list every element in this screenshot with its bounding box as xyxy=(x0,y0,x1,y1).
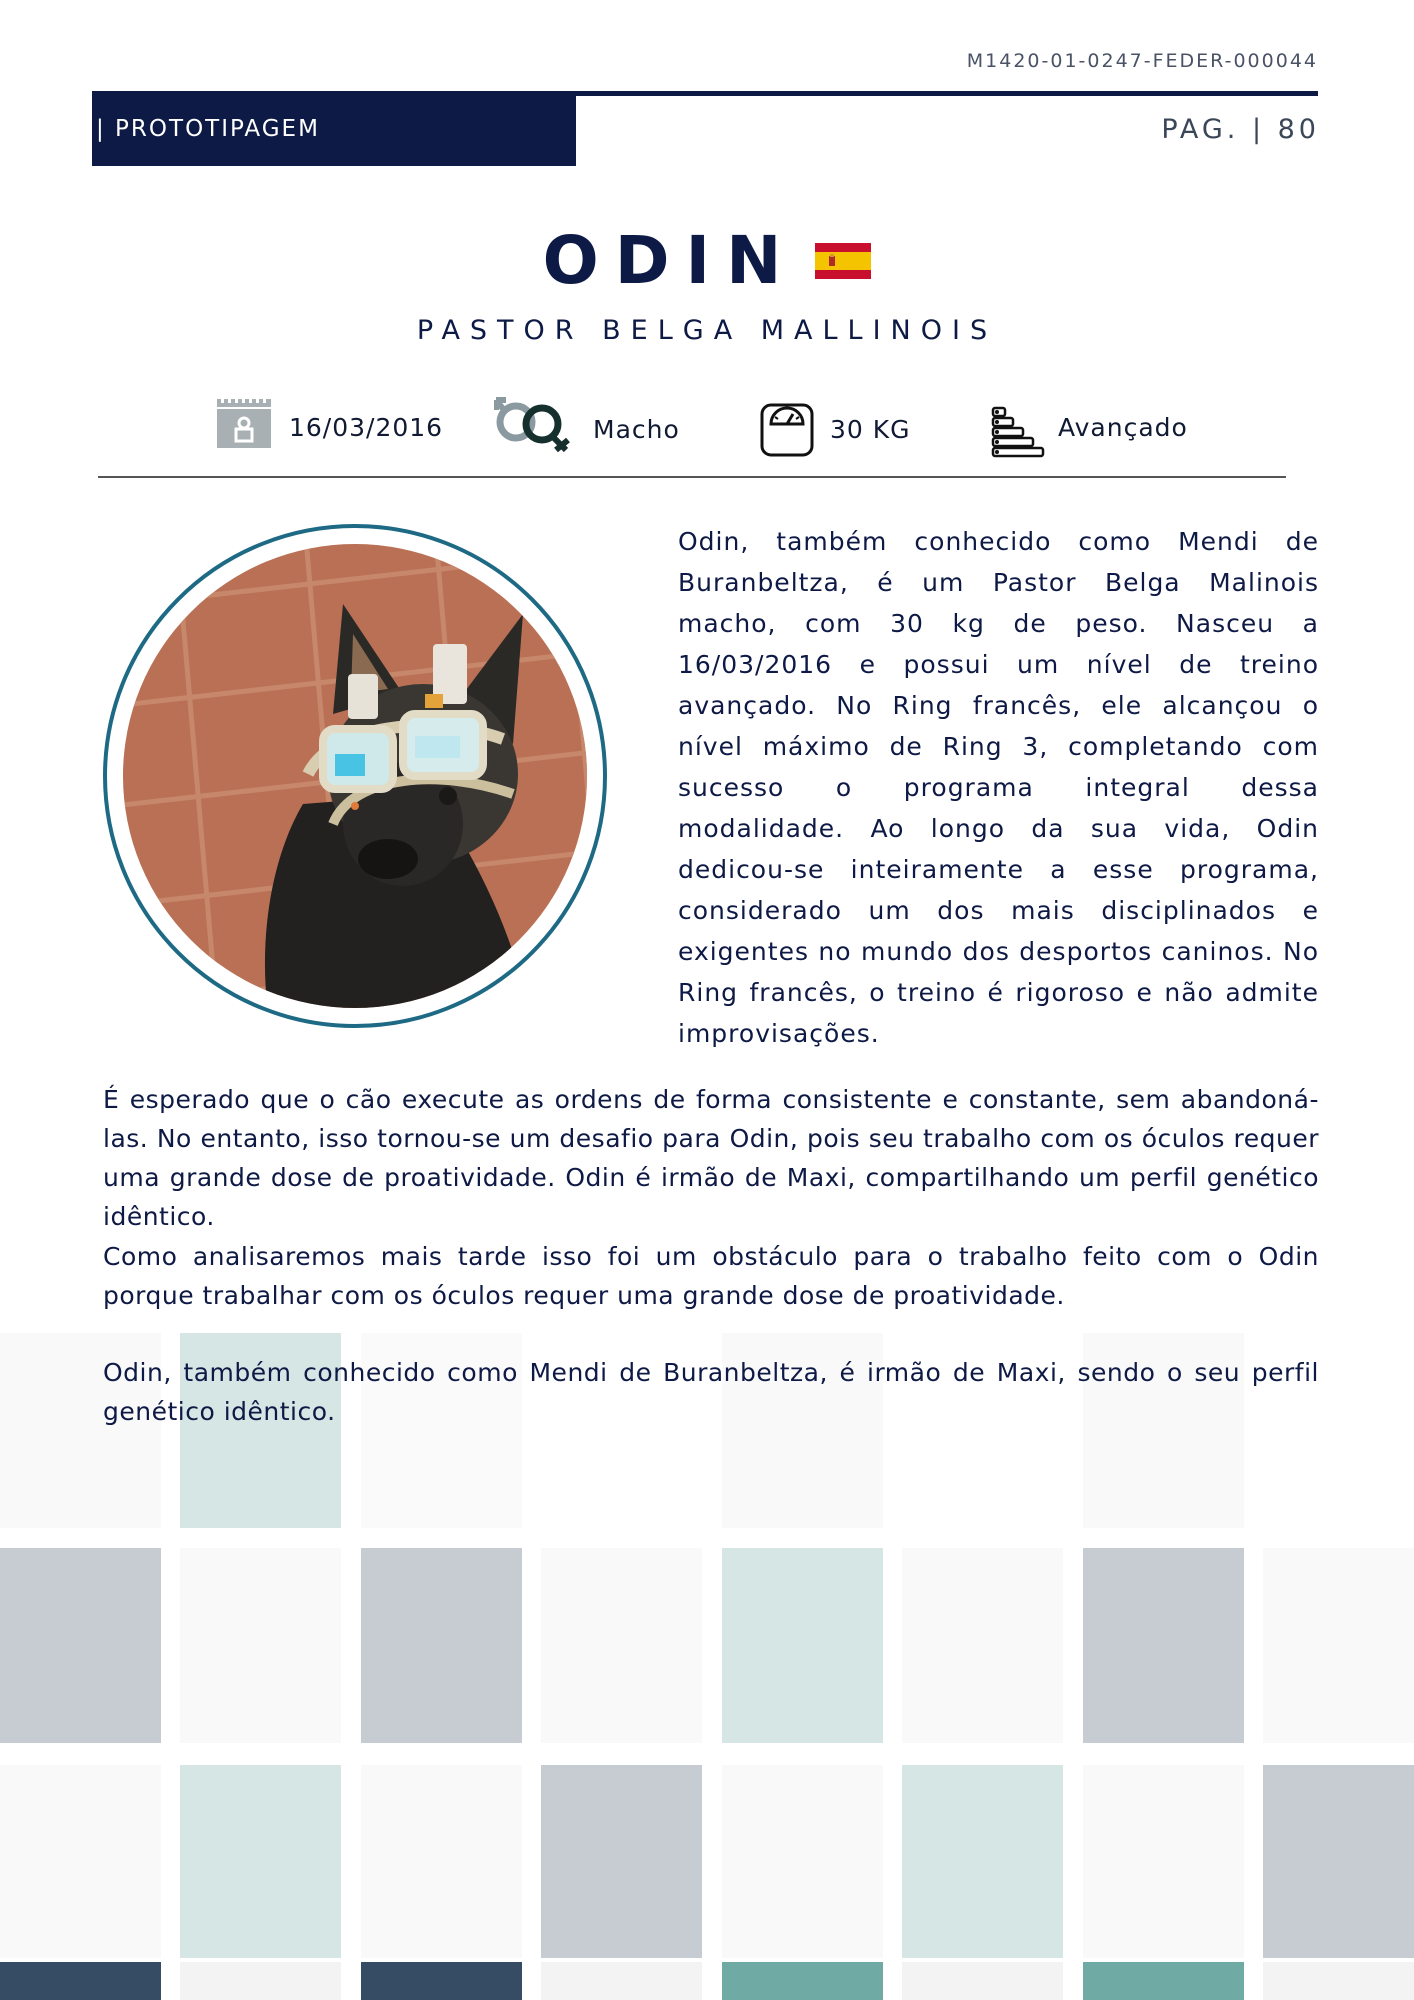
project-code: M1420-01-0247-FEDER-000044 xyxy=(966,50,1318,72)
bg-tile xyxy=(541,1548,702,1743)
bg-tile xyxy=(0,1962,161,2000)
bg-tile xyxy=(0,1765,161,1958)
bg-tile xyxy=(722,1765,883,1958)
spain-flag-icon xyxy=(815,243,871,279)
bg-tile xyxy=(0,1548,161,1743)
body-paragraph: É esperado que o cão execute as ordens de forma consistente e constante, sem abandoná-las. No entanto, isso tornou-se um desafio para Odin, pois seu trabalho com os óculos requer uma grande dose de proatividade. Odin é irmão de Maxi, compartilhando um perfil genético idêntico. xyxy=(103,1085,1319,1231)
bg-tile xyxy=(1263,1548,1414,1743)
bg-tile xyxy=(1263,1765,1414,1958)
gender-icon xyxy=(494,396,574,454)
birth-date: 16/03/2016 xyxy=(289,413,444,442)
bg-tile xyxy=(541,1962,702,2000)
sex: Macho xyxy=(593,415,680,444)
bg-tile xyxy=(180,1765,341,1958)
bg-tile xyxy=(722,1962,883,2000)
bg-tile xyxy=(541,1765,702,1958)
body-paragraph: Odin, também conhecido como Mendi de Buranbeltza, é irmão de Maxi, sendo o seu perfil genético idêntico. xyxy=(103,1358,1319,1426)
bg-tile xyxy=(902,1548,1063,1743)
calendar-icon xyxy=(216,395,272,449)
title-row xyxy=(0,222,1414,299)
bg-tile xyxy=(722,1548,883,1743)
bg-tile xyxy=(361,1548,522,1743)
intro-paragraph: Odin, também conhecido como Mendi de Buranbeltza, é um Pastor Belga Malinois macho, com 30 kg de peso. Nasceu a 16/03/2016 e possui um nível de treino avançado. No Ring francês, ele alcançou o nível máximo de Ring 3, completando com sucesso o programa integral dessa modalidade. Ao longo da sua vida, Odin dedicou-se inteiramente a esse programa, considerado um dos mais disciplinados e exigentes no mundo dos desportos caninos. No Ring francês, o treino é rigoroso e não admite improvisações. xyxy=(678,527,1319,1048)
breed-name: PASTOR BELGA MALLINOIS xyxy=(416,315,998,346)
bg-tile xyxy=(902,1765,1063,1958)
body-paragraph: Como analisaremos mais tarde isso foi um obstáculo para o trabalho feito com o Odin porque trabalhar com os óculos requer uma grande dose de proatividade. xyxy=(103,1242,1319,1310)
bg-tile xyxy=(180,1548,341,1743)
training-level-icon xyxy=(991,402,1045,458)
bg-tile xyxy=(1263,1962,1414,2000)
dog-photo xyxy=(103,524,607,1028)
dog-name: ODIN xyxy=(542,222,798,299)
training-level: Avançado xyxy=(1058,413,1188,442)
bg-tile xyxy=(361,1765,522,1958)
bg-tile xyxy=(361,1962,522,2000)
weight: 30 KG xyxy=(830,415,911,444)
bg-tile xyxy=(1083,1962,1244,2000)
scale-icon xyxy=(759,402,815,458)
bg-tile xyxy=(1083,1765,1244,1958)
page-number: PAG. | 80 xyxy=(1161,114,1320,145)
bg-tile xyxy=(180,1962,341,2000)
stats-divider xyxy=(98,476,1286,478)
bg-tile xyxy=(1083,1548,1244,1743)
bg-tile xyxy=(902,1962,1063,2000)
section-label: | PROTOTIPAGEM xyxy=(96,116,320,142)
